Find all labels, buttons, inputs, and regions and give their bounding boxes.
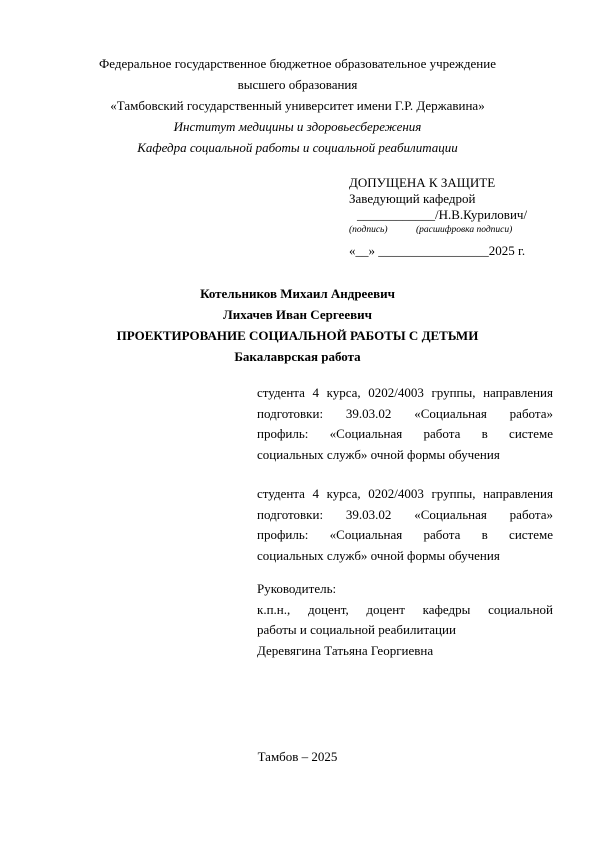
student-info-line: профиль: «Социальная работа в системе — [257, 426, 553, 441]
signature-line: ____________/Н.В.Курилович/ — [357, 207, 528, 222]
work-title: ПРОЕКТИРОВАНИЕ СОЦИАЛЬНОЙ РАБОТЫ С ДЕТЬМИ — [116, 328, 479, 343]
student-info-2 — [257, 484, 553, 566]
author-1: Котельников Михаил Андреевич — [200, 286, 395, 301]
header-line-2: высшего образования — [237, 77, 358, 92]
student-info-line: подготовки: 39.03.02 «Социальная работа» — [257, 506, 553, 522]
approval-status: ДОПУЩЕНА К ЗАЩИТЕ — [349, 175, 496, 190]
supervisor-position: к.п.н., доцент, доцент кафедры социальной — [257, 601, 553, 617]
city-year: Тамбов – 2025 — [257, 749, 338, 764]
approval-date: «__» _________________2025 г. — [349, 243, 526, 258]
university-name: «Тамбовский государственный университет имени Г.Р. Державина» — [110, 98, 485, 113]
student-info-1 — [257, 383, 553, 465]
author-2: Лихачев Иван Сергеевич — [223, 307, 372, 322]
approval-block — [349, 175, 569, 259]
work-type: Бакалаврская работа — [234, 349, 361, 364]
department-name: Кафедра социальной работы и социальной реабилитации — [137, 140, 458, 155]
student-info-line: подготовки: 39.03.02 «Социальная работа» — [257, 405, 553, 421]
signature-decoding-caption: (расшифровка подписи) — [415, 225, 513, 235]
student-info-line: профиль: «Социальная работа в системе — [257, 527, 553, 542]
student-info-line: социальных служб» очной формы обучения — [257, 446, 500, 462]
student-info-line: студента 4 курса, 0202/4003 группы, направления — [257, 385, 553, 400]
header-line-1: Федеральное государственное бюджетное образовательное учреждение — [99, 56, 496, 71]
signature-caption: (подпись) — [349, 225, 388, 235]
supervisor-block — [257, 579, 553, 661]
signature-captions — [349, 223, 569, 237]
supervisor-name: Деревягина Татьяна Георгиевна — [257, 642, 434, 658]
supervisor-label: Руководитель: — [257, 581, 337, 596]
approval-role: Заведующий кафедрой — [349, 191, 476, 206]
supervisor-position: работы и социальной реабилитации — [257, 622, 456, 637]
student-info-line: социальных служб» очной формы обучения — [257, 547, 500, 563]
institute-name: Институт медицины и здоровьесбережения — [173, 119, 422, 134]
student-info-line: студента 4 курса, 0202/4003 группы, направления — [257, 486, 553, 501]
